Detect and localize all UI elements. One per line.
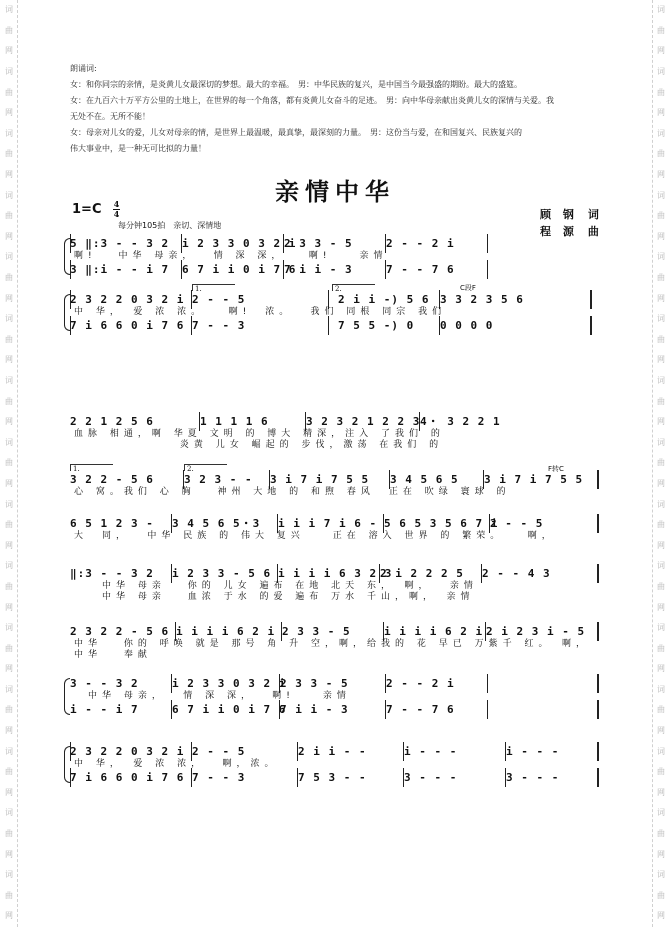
measure-notes: 2 - - 5 (192, 293, 246, 306)
watermark-char: 网 (5, 46, 13, 56)
measure-notes: 2 i 2 2 2 5 (380, 567, 464, 580)
lyric-line: 中华 母亲， 情 深 深， 啊! 亲情 (74, 691, 351, 701)
bar-line (297, 768, 298, 787)
margin-divider-left (17, 0, 18, 927)
bar-line (283, 260, 284, 279)
measure-notes: 7 5 5 -) 0 (338, 319, 415, 332)
watermark-char: 词 (5, 252, 13, 262)
recitation-line: 伟大事业中，是一种无可比拟的力量！ (70, 144, 206, 153)
measure-notes: i i i i 6 2 i (384, 625, 484, 638)
watermark-char: 曲 (5, 25, 13, 35)
watermark-char: 词 (5, 808, 13, 818)
measure-notes: 7 - - 3 (192, 771, 246, 784)
lyric-line: 中华 你的 呼唤 就是 那号 角 升 空，啊，给我的 花 早已 万紫千 红。 啊， (74, 639, 590, 649)
measure-notes: i i i i 6 3 2 3 (278, 567, 393, 580)
measure-notes: 6 5 1 2 3 - (70, 517, 154, 530)
composer-name: 程 源 (540, 225, 578, 238)
recitation-line: 无处不在。无所不能！ (70, 112, 150, 121)
recitation-line: 女：和你同宗的亲情，是炎黄儿女最深切的梦想。最大的幸福。 男：中华民族的复兴，是中国当今最强盛的期盼。最大的盛筵。 (70, 80, 522, 89)
bar-line (385, 700, 386, 719)
watermark-char: 曲 (5, 334, 13, 344)
measure-notes: 7 i 6 6 0 i 7 6 (70, 319, 185, 332)
watermark-char: 网 (5, 849, 13, 859)
bar-line (279, 700, 280, 719)
measure-notes: 2 - - 5 (490, 517, 544, 530)
notation-row (70, 516, 606, 531)
score-system (70, 566, 606, 603)
watermark-char: 网 (657, 170, 665, 180)
bar-line (590, 316, 592, 335)
measure-notes: i i i i 6 2 i (176, 625, 276, 638)
notation-row (70, 624, 606, 639)
watermark-char: 网 (657, 726, 665, 736)
bar-line (403, 768, 404, 787)
notation-row (70, 318, 606, 333)
bar-line (597, 768, 599, 787)
bar-line (70, 768, 71, 787)
watermark-char: 网 (657, 540, 665, 550)
volta-bracket: 2. (184, 464, 227, 471)
watermark-char: 曲 (5, 767, 13, 777)
watermark-char: 曲 (657, 87, 665, 97)
measure-notes: 3 - - - (506, 771, 560, 784)
lyricist-credit (540, 206, 603, 223)
watermark-char: 曲 (657, 643, 665, 653)
bar-line (70, 316, 71, 335)
notation-row (70, 236, 606, 251)
score-system (70, 414, 606, 451)
measure-notes: 2 3 2 2 - 5 6 (70, 625, 170, 638)
measure-notes: 2 3 3 - 5 (282, 625, 351, 638)
watermark-char: 网 (5, 170, 13, 180)
watermark-char: 词 (5, 128, 13, 138)
measure-notes: 3 4 5 6 5 (390, 473, 459, 486)
measure-notes: i - - - (506, 745, 560, 758)
watermark-char: 网 (5, 540, 13, 550)
volta-bracket: 1. (192, 284, 235, 291)
score-system (70, 284, 606, 333)
measure-notes: 3 i 7 i 7 5 5 (270, 473, 370, 486)
watermark-char: 网 (657, 231, 665, 241)
bar-line (439, 316, 440, 335)
lyric-line: 炎黄 儿女 崛起的 步伐，激荡 在我们 的 (74, 440, 444, 450)
measure-notes: 7 - - 7 6 (386, 703, 455, 716)
song-title: 亲情中华 (275, 178, 395, 206)
watermark-char: 词 (657, 808, 665, 818)
measure-notes: 2 3 2 2 0 3 2 i (70, 293, 185, 306)
time-signature-top: 4 (113, 199, 120, 209)
measure-notes: i 2 3 3 0 3 2 i (182, 237, 297, 250)
margin-divider-right (652, 0, 653, 927)
watermark-char: 词 (657, 561, 665, 571)
notation-row (70, 284, 606, 307)
measure-notes: 3 2 3 - - (184, 473, 253, 486)
notation-row (70, 414, 606, 429)
score-system (70, 676, 606, 717)
watermark-char: 词 (5, 499, 13, 509)
watermark-char: 词 (657, 437, 665, 447)
measure-notes: i - - i 7 (70, 703, 139, 716)
watermark-char: 网 (657, 293, 665, 303)
composer-role: 曲 (587, 225, 603, 238)
watermark-char: 曲 (657, 334, 665, 344)
notation-row (70, 262, 606, 277)
measure-notes: 2 - - 5 (192, 745, 246, 758)
measure-notes: 7 i i - 3 (280, 703, 349, 716)
watermark-char: 词 (657, 252, 665, 262)
watermark-char: 网 (5, 911, 13, 921)
watermark-char: 曲 (657, 890, 665, 900)
watermark-char: 曲 (5, 829, 13, 839)
measure-notes: 7 5 3 - - (298, 771, 367, 784)
measure-notes: i 2 3 3 0 3 2 i (172, 677, 287, 690)
bar-line (70, 260, 71, 279)
watermark-char: 曲 (657, 458, 665, 468)
watermark-char: 曲 (5, 520, 13, 530)
measure-notes: 5 ‖:3 - - 3 2 (70, 237, 170, 250)
watermark-char: 曲 (657, 767, 665, 777)
key-signature: 1=C (72, 202, 102, 217)
measure-notes: 2 i i - - (298, 745, 367, 758)
measure-notes: 2 3 3 - 5 (280, 677, 349, 690)
measure-notes: 3 4 5 6 5・3 (172, 517, 261, 530)
lyricist-name: 顾 钢 (540, 208, 578, 221)
watermark-char: 曲 (657, 211, 665, 221)
measure-notes: 6 7 i i 0 i 7 6 (172, 703, 287, 716)
notation-row (70, 566, 606, 581)
measure-notes: 2 - - 2 i (386, 237, 455, 250)
watermark-char: 曲 (657, 829, 665, 839)
notation-row (70, 676, 606, 691)
watermark-char: 曲 (5, 87, 13, 97)
watermark-char: 网 (5, 726, 13, 736)
lyric-line: 中华 奉献 (74, 650, 152, 660)
watermark-char: 曲 (657, 273, 665, 283)
watermark-char: 曲 (5, 890, 13, 900)
watermark-char: 曲 (5, 705, 13, 715)
watermark-char: 曲 (657, 25, 665, 35)
watermark-char: 网 (657, 787, 665, 797)
watermark-char: 网 (657, 108, 665, 118)
watermark-char: 词 (657, 746, 665, 756)
measure-notes: 3 i 7 i 7 5 5 (484, 473, 584, 486)
watermark-char: 词 (657, 375, 665, 385)
watermark-char: 曲 (657, 396, 665, 406)
watermark-char: 词 (5, 437, 13, 447)
lyric-line: 中华 母亲 你的 儿女 遍布 在地 北天 东， 啊， 亲情 (74, 581, 478, 591)
bar-line (505, 768, 506, 787)
measure-notes: 2 2 1 2 5 6 (70, 415, 154, 428)
lyric-line: 中 华， 爱 浓 浓。 啊! 浓。 我们 同根 同宗 我们 (74, 307, 447, 317)
watermark-char: 词 (657, 67, 665, 77)
lyric-line: 啊! 中华 母亲， 情 深 深， 啊! 亲情 (74, 251, 388, 261)
watermark-char: 网 (657, 417, 665, 427)
score-system (70, 744, 606, 785)
measure-notes: ‖:3 - - 3 2 (70, 567, 154, 580)
watermark-char: 词 (657, 314, 665, 324)
measure-notes: 2 i 2 3 i - 5 (486, 625, 586, 638)
measure-notes: 6 7 i i 0 i 7 6 (182, 263, 297, 276)
measure-notes: 3 - - 3 2 (70, 677, 139, 690)
watermark-char: 词 (657, 5, 665, 15)
tempo-marking: 每分钟105拍 亲切、深情地 (118, 221, 222, 230)
watermark-char: 词 (657, 623, 665, 633)
volta-bracket: 2. (332, 284, 375, 291)
measure-notes: i - - - (404, 745, 458, 758)
volta-bracket: 1. (70, 464, 113, 471)
watermark-char: 曲 (5, 211, 13, 221)
watermark-char: 网 (5, 231, 13, 241)
time-signature-bottom: 4 (113, 209, 120, 219)
bar-line (487, 260, 488, 279)
measure-notes: 2 - - 2 i (386, 677, 455, 690)
watermark-char: 曲 (5, 273, 13, 283)
lyric-line: 血脉 相通，啊 华夏 文明 的 博大 精深，注入 了我们 的 (74, 429, 445, 439)
recitation-block (70, 62, 610, 158)
measure-notes: 5 6 5 3 5 6 7 i (384, 517, 499, 530)
watermark-char: 曲 (657, 149, 665, 159)
watermark-char: 词 (5, 870, 13, 880)
lyricist-role: 词 (587, 208, 603, 221)
lyric-line: 大 同， 中华 民族 的 伟大 复兴 正在 溶入 世界 的 繁荣。 啊， (74, 531, 556, 541)
watermark-char: 词 (657, 499, 665, 509)
measure-notes: 1 1 1 1 6 (200, 415, 269, 428)
measure-notes: 3 2 3 2 1 2 2 3 (306, 415, 421, 428)
recitation-heading: 朗诵词: (70, 64, 97, 73)
watermark-char: 词 (5, 746, 13, 756)
watermark-char: 网 (5, 417, 13, 427)
watermark-char: 曲 (5, 458, 13, 468)
measure-notes: 2 i i -) 5 6 (338, 293, 430, 306)
bar-line (597, 700, 599, 719)
watermark-char: 词 (5, 190, 13, 200)
notation-row (70, 465, 606, 487)
watermark-char: 网 (5, 602, 13, 612)
notation-row (70, 744, 606, 759)
watermark-char: 曲 (5, 643, 13, 653)
watermark-char: 曲 (657, 705, 665, 715)
bar-line (487, 700, 488, 719)
watermark-char: 曲 (5, 149, 13, 159)
watermark-char: 网 (657, 664, 665, 674)
measure-notes: 7 i i - 3 (284, 263, 353, 276)
bar-line (171, 700, 172, 719)
watermark-char: 网 (657, 911, 665, 921)
score-system (70, 516, 606, 542)
watermark-char: 词 (657, 870, 665, 880)
measure-notes: 7 - - 3 (192, 319, 246, 332)
site-watermark-right (654, 0, 668, 927)
measure-notes: 3 - - - (404, 771, 458, 784)
watermark-char: 词 (657, 190, 665, 200)
measure-notes: 2 3 2 2 0 3 2 i (70, 745, 185, 758)
lyric-line: 中华 母亲 血浓 于水 的爱 遍布 万水 千山，啊， 亲情 (74, 592, 475, 602)
measure-notes: 4・ 3 2 2 1 (420, 415, 501, 428)
watermark-char: 词 (5, 561, 13, 571)
lyric-line: 心 窝。我们 心 胸 神州 大地 的 和煦 春风 正在 吹绿 寰球 的 (74, 487, 511, 497)
watermark-char: 词 (5, 375, 13, 385)
key-change-mark: F转C (548, 465, 564, 473)
watermark-char: 网 (5, 787, 13, 797)
watermark-char: 网 (657, 849, 665, 859)
watermark-char: 网 (5, 664, 13, 674)
bar-line (328, 316, 329, 335)
bar-line (385, 260, 386, 279)
watermark-char: 词 (5, 5, 13, 15)
measure-notes: i 2 3 3 - 5 6 (172, 567, 272, 580)
measure-notes: 2 - - 4 3 (482, 567, 551, 580)
score-system (70, 236, 606, 277)
credits (540, 206, 603, 240)
watermark-char: 词 (657, 128, 665, 138)
watermark-char: 网 (657, 478, 665, 488)
score-system (70, 465, 606, 498)
measure-notes: 3 3 2 3 5 6 (440, 293, 524, 306)
watermark-char: 曲 (657, 520, 665, 530)
lyric-line: 中 华， 爱 浓 浓， 啊，浓。 (74, 759, 279, 769)
watermark-char: 网 (5, 478, 13, 488)
watermark-char: 网 (657, 46, 665, 56)
watermark-char: 词 (5, 684, 13, 694)
notation-row (70, 770, 606, 785)
bar-line (181, 260, 182, 279)
bar-line (191, 768, 192, 787)
measure-notes: 7 i 6 6 0 i 7 6 (70, 771, 185, 784)
notation-row (70, 702, 606, 717)
watermark-char: 网 (657, 602, 665, 612)
watermark-char: 网 (5, 355, 13, 365)
watermark-char: 曲 (5, 581, 13, 591)
time-signature (113, 200, 120, 219)
score-system (70, 624, 606, 661)
key-change-mark: C段F (460, 284, 476, 292)
watermark-char: 词 (5, 623, 13, 633)
watermark-char: 网 (5, 293, 13, 303)
measure-notes: 2 3 3 - 5 (284, 237, 353, 250)
watermark-char: 网 (5, 108, 13, 118)
measure-notes: 0 0 0 0 (440, 319, 494, 332)
measure-notes: 3 ‖:i - - i 7 (70, 263, 170, 276)
measure-notes: i i i 7 i 6 - (278, 517, 378, 530)
measure-notes: 7 - - 7 6 (386, 263, 455, 276)
watermark-char: 词 (5, 314, 13, 324)
watermark-char: 曲 (657, 581, 665, 591)
site-watermark-left (2, 0, 16, 927)
recitation-line: 女：母亲对儿女的爱，儿女对母亲的情，是世界上最温暖，最真挚，最深刻的力量。 男：这份当与爱，在和国复兴、民族复兴的 (70, 128, 522, 137)
watermark-char: 曲 (5, 396, 13, 406)
bar-line (191, 316, 192, 335)
watermark-char: 网 (657, 355, 665, 365)
measure-notes: 3 2 2 - 5 6 (70, 473, 154, 486)
watermark-char: 词 (5, 67, 13, 77)
recitation-line: 女：在九百六十万平方公里的土地上，在世界的每一个角落，都有炎黄儿女奋斗的足迹。 男：向中华母亲献出炎黄儿女的深情与关爱。我 (70, 96, 554, 105)
watermark-char: 词 (657, 684, 665, 694)
